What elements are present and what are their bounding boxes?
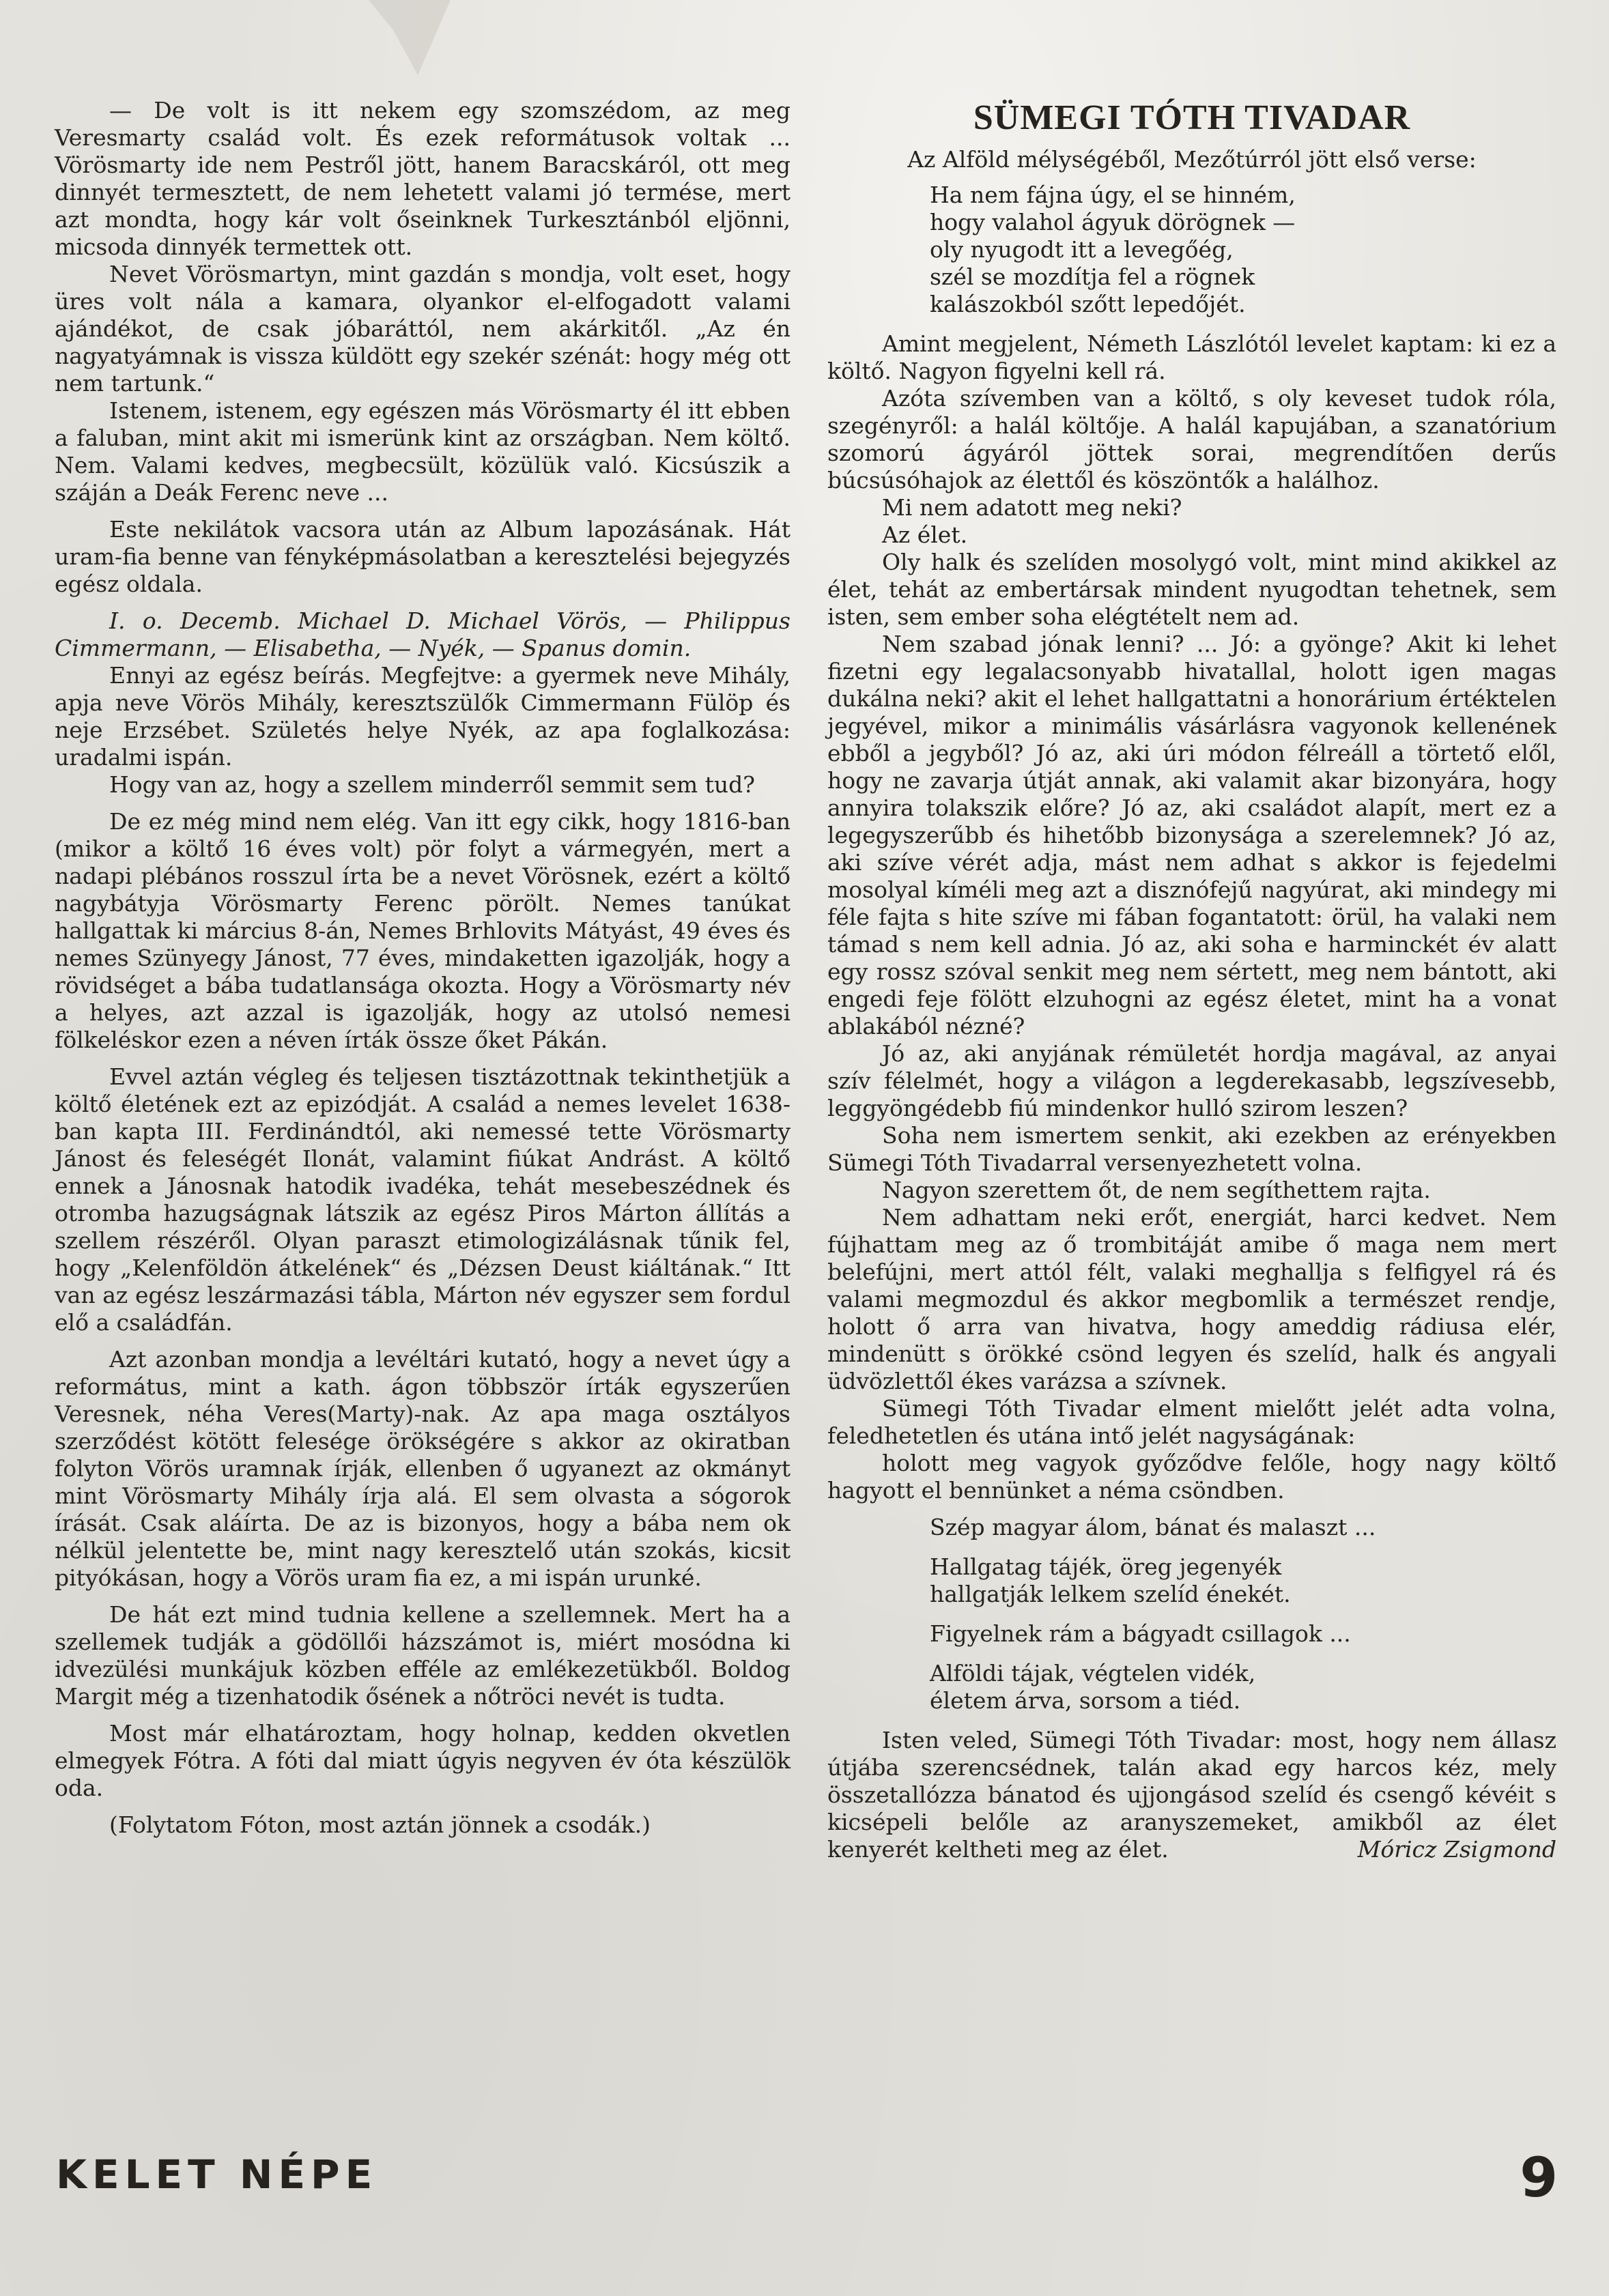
left-column (55, 97, 791, 1839)
paragraph: (Folytatom Fóton, most aztán jönnek a csodák.) (109, 1811, 651, 1838)
signoff-line (827, 1836, 1556, 1863)
stanza (930, 1514, 1556, 1541)
paragraph: Amint megjelent, Németh Lászlótól levelet kaptam: ki ez a költő. Nagyon figyelni kell rá. (827, 330, 1556, 384)
poem-line: Alföldi tájak, végtelen vidék, (930, 1660, 1256, 1687)
paragraph: Oly halk és szelíden mosolygó volt, mint mind akikkel az élet, tehát az embertársak mindent nyugodtan tehetnek, sem isten, sem ember soha elégtételt nem ad. (827, 549, 1556, 630)
closing-paragraph: Isten veled, Sümegi Tóth Tivadar: most, hogy nem állasz útjába szerencsédnek, talán akad egy harcos kéz, mely összetallózza bánatod és ujjongásod szelíd és csengő kévéit s kicsépeli belőle az aranyszemeket, amikből az élet (827, 1727, 1556, 1835)
page-number: 9 (1520, 2146, 1558, 2209)
closing-last-line: kenyerét keltheti meg az élet. (827, 1836, 1169, 1863)
paragraph: Istenem, istenem, egy egészen más Vörösmarty él itt ebben a faluban, mint akit mi ismerünk kint az országban. Nem költő. Nem. Valami kedves, megbecsült, közülük való. Kicsúszik a száján a Deák Ferenc neve ... (55, 397, 791, 506)
paragraph: Azt azonban mondja a levéltári kutató, hogy a nevet úgy a református, mint a kath. ágon többször írták egyszerűen Veresnek, néha Veres(Marty)-nak. Az apa maga osztályos szerződést kötött felesége örökségére s akkor az okiratban folyton Vörös uramnak írják, ellenben ő ugyanezt az okmányt mint Vörösmarty Mihály írja alá. El sem olvasta a sógorok írását. Csak aláírta. De az is bizonyos, hogy a bába nem ok nélkül jelentette be, mint nagy keresztelő után szokás, kicsit pityókásan, hogy a Vörös uram fia ez, a mi ispán urunké. (55, 1346, 791, 1591)
paragraph: Este nekilátok vacsora után az Album lapozásának. Hát uram-fia benne van fényképmásolatban a keresztelési bejegyzés egész oldala. (55, 516, 791, 597)
author-signature: Móricz Zsigmond (1357, 1836, 1556, 1863)
paragraph: De hát ezt mind tudnia kellene a szellemnek. Mert ha a szellemek tudják a gödöllői házszámot is, miért mosódna ki idvezülési munkájuk közben efféle az emlékezetükből. Boldog Margit még a tizenhatodik ősének a nőtröci nevét is tudta. (55, 1601, 791, 1710)
paragraph: Az élet. (882, 521, 968, 548)
paragraph: Most már elhatároztam, hogy holnap, kedden okvetlen elmegyek Fótra. A fóti dal miatt úgyis negyven év óta készülök oda. (55, 1720, 791, 1801)
poem-line: Ha nem fájna úgy, el se hinném, (930, 182, 1296, 208)
paragraph: — De volt is itt nekem egy szomszédom, az meg Veresmarty család volt. És ezek reformátusok voltak ... Vörösmarty ide nem Pestről jött, hanem Baracskáról, ott meg dinnyét termesztett, de nem lehetett valami jó termése, mert azt mondta, hogy kár volt őseinknek Turkesztánból eljönni, micsoda dinnyék termettek ott. (55, 97, 791, 260)
paragraph: Nagyon szerettem őt, de nem segíthettem rajta. (882, 1177, 1431, 1203)
poem-line: Hallgatag tájék, öreg jegenyék (930, 1553, 1282, 1580)
paragraph: Nem adhattam neki erőt, energiát, harci kedvet. Nem fújhattam meg az ő trombitáját amibe ő maga nem mert belefújni, mert attól félt, valaki meghallja s felfigyel rá és valami megmozdul és akkor megbomlik a természet rendje, holott ő arra van hivatva, hogy ameddig rádiusa elér, mindenütt s örökké csönd legyen és szelíd, halk és angyali üdvözlettől ékes varázsa a szívnek. (827, 1204, 1556, 1394)
paragraph: Mi nem adatott meg neki? (882, 494, 1182, 521)
poem-line: életem árva, sorsom a tiéd. (930, 1687, 1241, 1714)
paragraph: Sümegi Tóth Tivadar elment mielőtt jelét adta volna, feledhetetlen és utána intő jelét nagyságának: (827, 1395, 1556, 1449)
paragraph: De ez még mind nem elég. Van itt egy cikk, hogy 1816-ban (mikor a költő 16 éves volt) pör folyt a vármegyén, mert a nadapi plébános rosszul írta be a nevet Vörösnek, ezért a költő nagybátyja Vörösmarty Ferenc pörölt. Nemes tanúkat hallgattak ki március 8-án, Nemes Brhlovits Mátyást, 49 éves és nemes Szünyegy Jánost, 77 éves, mindaketten igazolják, hogy a rövidséget a bába tudatlansága okozta. Hogy a Vörösmarty név a helyes, azt azzal is igazolják, hogy az utolsó nemesi fölkeléskor ezen a néven írták össze őket Pákán. (55, 808, 791, 1053)
paragraph: Soha nem ismertem senkit, aki ezekben az erényekben Sümegi Tóth Tivadarral versenyezhetett volna. (827, 1122, 1556, 1176)
magazine-name: KELET NÉPE (56, 2151, 378, 2198)
paragraph: Azóta szívemben van a költő, s oly keveset tudok róla, szegényről: a halál költője. A halál kapujában, a szanatórium szomorú ágyáról jöttek sorai, megrendítően derűs búcsúsóhajok az élettől és köszöntők a halálhoz. (827, 385, 1556, 493)
paragraph: Jó az, aki anyjának rémületét hordja magával, az anyai szív félelmét, hogy a világon a legderekasabb, legszívesebb, leggyöngédebb fiú mindenkor hulló szirom leszen? (827, 1040, 1556, 1121)
poem-line: hogy valahol ágyuk dörögnek — (930, 209, 1296, 235)
page-footer (56, 2146, 1558, 2213)
poem-excerpts (930, 1514, 1556, 1714)
poem-line: szél se mozdítja fel a rögnek (930, 263, 1255, 290)
paragraph: holott meg vagyok győződve felőle, hogy nagy költő hagyott el bennünket a néma csöndben. (827, 1450, 1556, 1504)
paragraph: Nem szabad jónak lenni? ... Jó: a gyönge? Akit ki lehet fizetni egy legalacsonyabb hivatallal, holott igen magas dukálna neki? akit el lehet hallgattatni a honorárium értéktelen jegyével, mikor a minimális vásárlásra vagyonok kellenének ebből a jegyből? Jó az, aki úri módon félreáll a törtető elől, hogy ne zavarja útját annak, aki valamit akar bizonyára, hogy annyira tolakszik előre? Jó az, aki családot alapít, mert ez a legegyszerűbb és hihetőbb bizonysága a szerelemnek? Jó az, aki szíve vérét adja, mást nem adhat s akkor is fejedelmi mosolyal kíméli meg azt a disznófejű nagyúrat, aki mindegy mi féle fajta s hite szíve mi fában fogantatott: örül, ha valaki nem támad s nem kell adnia. Jó az, aki soha e harminckét év alatt egy rossz szóval senkit meg nem sértett, meg nem bántott, aki engedi feje fölött elzuhogni az egész életet, mint ha a vonat ablakából nézné? (827, 631, 1556, 1039)
stanza (930, 1660, 1556, 1714)
paragraph: Hogy van az, hogy a szellem minderről semmit sem tud? (109, 771, 755, 798)
paragraph: Ennyi az egész beírás. Megfejtve: a gyermek neve Mihály, apja neve Vörös Mihály, keresztszülők Cimmermann Fülöp és neje Erzsébet. Születés helye Nyék, az apa foglalkozása: uradalmi ispán. (55, 662, 791, 771)
article-title: SÜMEGI TÓTH TIVADAR (973, 98, 1411, 137)
poem-line: oly nyugodt itt a levegőég, (930, 236, 1234, 263)
paragraph: Evvel aztán végleg és teljesen tisztázottnak tekinthetjük a költő életének ezt az epizódját. A család a nemes levelet 1638-ban kapta III. Ferdinándtól, aki nemessé tette Vörösmarty Jánost és feleségét Ilonát, valamint fiúkat Andrást. A költő ennek a Jánosnak hatodik ivadéka, tehát mesebeszédnek és otromba hazugságnak látszik az egész Piros Márton állítás a szellem részéről. Olyan paraszt etimologizálásnak tűnik fel, hogy „Kelenföldön átkelének“ és „Dézsen Deust kiáltának.“ Itt van az egész leszármazási tábla, Márton név egyszer sem fordul elő a családfán. (55, 1063, 791, 1336)
paragraph: Nevet Vörösmartyn, mint gazdán s mondja, volt eset, hogy üres volt nála a kamara, olyankor el-elfogadott valami ajándékot, de csak jóbaráttól, nem akárkitől. „Az én nagyatyámnak is vissza küldött egy szekér szénát: hogy még ott nem tartunk.“ (55, 261, 791, 397)
poem-first-verse (930, 182, 1556, 318)
intro-line: Az Alföld mélységéből, Mezőtúrról jött első verse: (907, 146, 1477, 173)
stanza (930, 1620, 1556, 1648)
poem-line: Szép magyar álom, bánat és malaszt ... (930, 1514, 1376, 1540)
stanza (930, 1553, 1556, 1608)
poem-line: kalászokból szőtt lepedőjét. (930, 291, 1246, 317)
poem-line: Figyelnek rám a bágyadt csillagok ... (930, 1620, 1351, 1647)
poem-line: hallgatják lelkem szelíd énekét. (930, 1581, 1291, 1607)
torn-corner (369, 0, 451, 75)
baptism-record: I. o. Decemb. Michael D. Michael Vörös, — Philippus Cimmermann, — Elisabetha, — Nyék, — Spanus domin. (55, 607, 791, 661)
right-column (827, 97, 1556, 1863)
